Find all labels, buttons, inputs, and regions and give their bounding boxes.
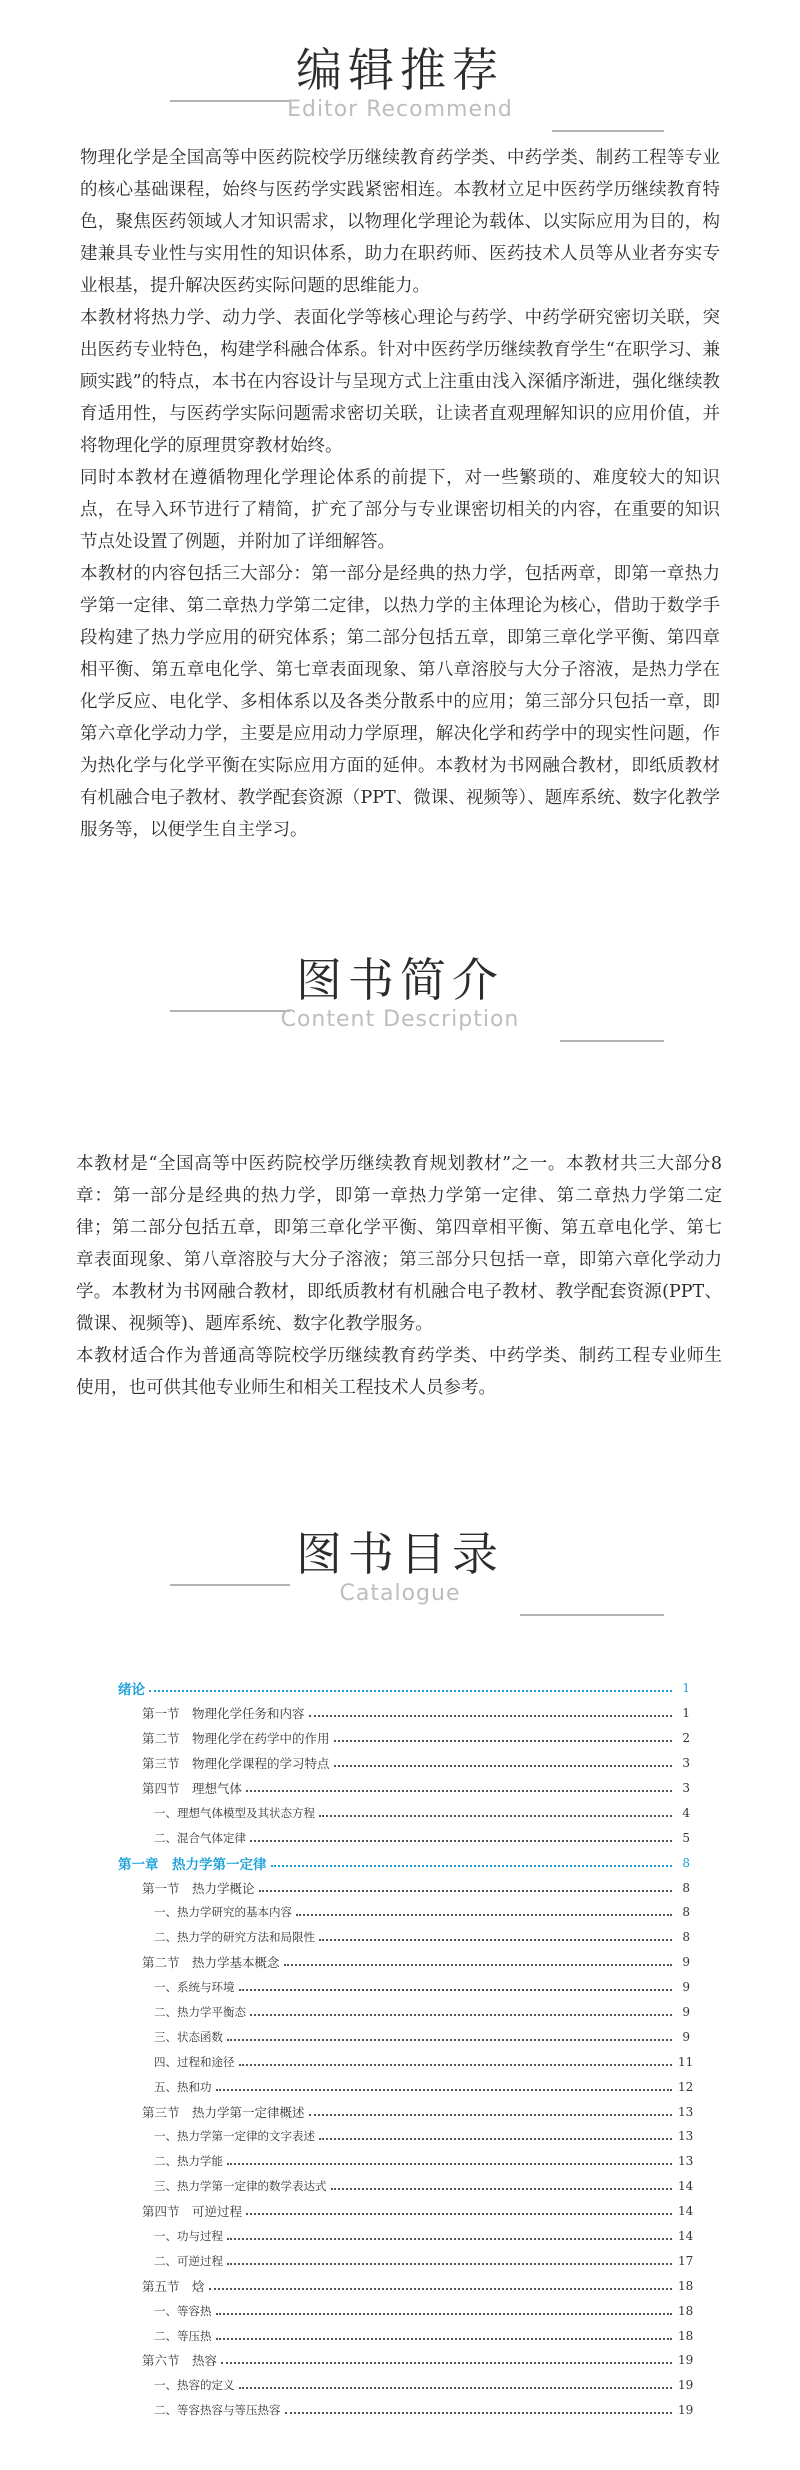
toc-page-number: 8 — [682, 1880, 690, 1895]
toc-leader-dots — [227, 2238, 672, 2240]
toc-leader-dots — [334, 1765, 672, 1767]
editor-subtitle: Editor Recommend — [287, 97, 513, 122]
toc-section-row — [118, 1950, 690, 1975]
toc-leader-dots — [285, 2412, 673, 2414]
toc-item-row — [118, 2174, 694, 2199]
toc-item-row — [118, 2373, 694, 2398]
toc-page-number: 19 — [678, 2353, 694, 2368]
toc-item-row — [118, 1800, 690, 1825]
toc-page-number: 19 — [678, 2403, 694, 2418]
toc-chapter-row — [118, 1850, 690, 1875]
toc-page-number: 1 — [682, 1706, 690, 1721]
toc-entry-title: 二、可逆过程 — [154, 2253, 227, 2269]
toc-entry-title: 二、混合气体定律 — [154, 1830, 250, 1846]
toc-leader-dots — [239, 1989, 673, 1991]
toc-entry-title: 二、等压热 — [154, 2328, 216, 2344]
toc-page-number: 19 — [678, 2378, 694, 2393]
toc-item-row — [118, 2398, 694, 2423]
toc-page-number: 18 — [678, 2328, 694, 2343]
intro-subtitle: Content Description — [280, 1007, 520, 1032]
toc-item-row — [118, 2074, 694, 2099]
toc-page-number: 14 — [678, 2179, 694, 2194]
toc-entry-title: 三、状态函数 — [154, 2029, 227, 2045]
toc-entry-title: 二、热力学能 — [154, 2153, 227, 2169]
toc-chapter-row — [118, 1676, 690, 1701]
toc-leader-dots — [319, 1815, 672, 1817]
toc-page-number: 8 — [682, 1930, 690, 1945]
toc-entry-title: 四、过程和途径 — [154, 2054, 239, 2070]
toc-entry-title: 五、热和功 — [154, 2079, 216, 2095]
toc-entry-title: 二、热力学的研究方法和局限性 — [154, 1929, 319, 1945]
toc-leader-dots — [296, 1914, 672, 1916]
toc-entry-title: 第二节 物理化学在药学中的作用 — [142, 1729, 334, 1747]
toc-leader-dots — [216, 2338, 673, 2340]
toc-leader-dots — [309, 1715, 672, 1717]
toc-leader-dots — [239, 2387, 673, 2389]
catalogue-title: 图书目录 — [296, 1527, 504, 1581]
toc-entry-title: 第五节 焓 — [142, 2277, 209, 2295]
toc-entry-title: 一、理想气体模型及其状态方程 — [154, 1805, 319, 1821]
toc-page-number: 4 — [682, 1805, 690, 1820]
catalogue-subtitle: Catalogue — [339, 1581, 461, 1606]
toc-section-row — [118, 1776, 690, 1801]
toc-page-number: 12 — [678, 2079, 694, 2094]
header-rule-right — [552, 130, 664, 132]
editor-header — [0, 42, 800, 152]
toc-entry-title: 第一章 热力学第一定律 — [118, 1853, 271, 1873]
toc-item-row — [118, 2149, 694, 2174]
toc-page-number: 14 — [678, 2204, 694, 2219]
toc-leader-dots — [216, 2089, 673, 2091]
toc-section-row — [118, 2348, 694, 2373]
toc-section-row — [118, 2273, 694, 2298]
toc-section-row — [118, 1726, 690, 1751]
toc-page-number: 14 — [678, 2229, 694, 2244]
toc-page-number: 1 — [682, 1681, 690, 1696]
toc-entry-title: 一、等容热 — [154, 2303, 216, 2319]
editor-paragraph: 物理化学是全国高等中医药院校学历继续教育药学类、中药学类、制药工程等专业的核心基础课程，始终与医药学实践紧密相连。本教材立足中医药学历继续教育特色，聚焦医药领域人才知识需求，以物理化学理论为载体、以实际应用为目的，构建兼具专业性与实用性的知识体系，助力在职药师、医药技术人员等从业者夯实专业根基，提升解决医药实际问题的思维能力。 — [80, 148, 720, 296]
toc-section-row — [118, 1751, 690, 1776]
toc-leader-dots — [271, 1865, 673, 1867]
toc-page-number: 8 — [682, 1905, 690, 1920]
toc-page-number: 17 — [678, 2253, 694, 2268]
toc-item-row — [118, 2248, 694, 2273]
intro-paragraph: 本教材适合作为普通高等院校学历继续教育药学类、中药学类、制药工程专业师生使用，也可供其他专业师生和相关工程技术人员参考。 — [76, 1346, 722, 1398]
toc-page-number: 13 — [678, 2154, 694, 2169]
intro-body — [76, 1148, 722, 1404]
toc-page-number: 5 — [682, 1830, 690, 1845]
toc-leader-dots — [221, 2362, 672, 2364]
toc-item-row — [118, 2000, 690, 2025]
toc-entry-title: 一、热力学研究的基本内容 — [154, 1904, 296, 1920]
toc-leader-dots — [284, 1964, 672, 1966]
toc-item-row — [118, 1925, 690, 1950]
editor-paragraph: 本教材的内容包括三大部分：第一部分是经典的热力学，包括两章，即第一章热力学第一定律、第二章热力学第二定律，以热力学的主体理论为核心，借助于数学手段构建了热力学应用的研究体系；第二部分包括五章，即第三章化学平衡、第四章相平衡、第五章电化学、第七章表面现象、第八章溶胶与大分子溶液，是热力学在化学反应、电化学、多相体系以及各类分散系中的应用；第三部分只包括一章，即第六章化学动力学，主要是应用动力学原理，解决化学和药学中的现实性问题，作为热化学与化学平衡在实际应用方面的延伸。本教材为书网融合教材，即纸质教材有机融合电子教材、教学配套资源（PPT、微课、视频等）、题库系统、数字化教学服务等，以便学生自主学习。 — [80, 564, 720, 840]
toc-page-number: 9 — [682, 2029, 690, 2044]
toc-page-number: 9 — [682, 1955, 690, 1970]
toc-leader-dots — [239, 2064, 673, 2066]
intro-header — [0, 952, 800, 1062]
toc-page-number: 11 — [678, 2054, 694, 2069]
toc-item-row — [118, 1975, 690, 2000]
toc-entry-title: 第四节 理想气体 — [142, 1779, 246, 1797]
toc-entry-title: 二、等容热容与等压热容 — [154, 2402, 285, 2418]
toc-leader-dots — [149, 1690, 672, 1692]
toc-page-number: 13 — [678, 2104, 694, 2119]
toc-leader-dots — [216, 2313, 673, 2315]
toc-item-row — [118, 1900, 690, 1925]
toc-leader-dots — [334, 1740, 672, 1742]
table-of-contents — [118, 1676, 694, 2423]
toc-leader-dots — [250, 1840, 672, 1842]
toc-entry-title: 一、热力学第一定律的文字表述 — [154, 2128, 319, 2144]
toc-page-number: 13 — [678, 2129, 694, 2144]
toc-leader-dots — [259, 1890, 672, 1892]
toc-section-row — [118, 1875, 690, 1900]
toc-page-number: 3 — [682, 1781, 690, 1795]
toc-leader-dots — [246, 2213, 672, 2215]
toc-page-number: 3 — [682, 1756, 690, 1771]
toc-leader-dots — [319, 1939, 672, 1941]
header-rule-right — [520, 1614, 664, 1616]
toc-entry-title: 第三节 物理化学课程的学习特点 — [142, 1754, 334, 1772]
toc-leader-dots — [227, 2163, 672, 2165]
toc-item-row — [118, 2024, 690, 2049]
toc-leader-dots — [250, 2014, 672, 2016]
intro-paragraph: 本教材是“全国高等中医药院校学历继续教育规划教材”之一。本教材共三大部分8章：第一部分是经典的热力学，即第一章热力学第一定律、第二章热力学第二定律；第二部分包括五章，即第三章化学平衡、第四章相平衡、第五章电化学、第七章表面现象、第八章溶胶与大分子溶液；第三部分只包括一章，即第六章化学动力学。本教材为书网融合教材，即纸质教材有机融合电子教材、教学配套资源(PPT、微课、视频等)、题库系统、数字化教学服务。 — [76, 1154, 722, 1334]
toc-entry-title: 第二节 热力学基本概念 — [142, 1953, 284, 1971]
toc-section-row — [118, 2199, 694, 2224]
toc-section-row — [118, 2099, 694, 2124]
toc-item-row — [118, 2323, 694, 2348]
toc-entry-title: 一、功与过程 — [154, 2228, 227, 2244]
toc-item-row — [118, 2298, 694, 2323]
toc-section-row — [118, 1701, 690, 1726]
toc-item-row — [118, 2224, 694, 2249]
toc-entry-title: 第一节 物理化学任务和内容 — [142, 1704, 309, 1722]
editor-body — [80, 142, 720, 846]
toc-leader-dots — [227, 2263, 672, 2265]
toc-entry-title: 一、系统与环境 — [154, 1979, 239, 1995]
toc-entry-title: 第一节 热力学概论 — [142, 1879, 259, 1897]
toc-page-number: 8 — [682, 1855, 690, 1870]
toc-entry-title: 三、热力学第一定律的数学表达式 — [154, 2178, 331, 2194]
toc-leader-dots — [227, 2039, 672, 2041]
toc-item-row — [118, 1825, 690, 1850]
toc-item-row — [118, 2049, 694, 2074]
toc-leader-dots — [246, 1790, 672, 1792]
toc-entry-title: 绪论 — [118, 1678, 149, 1698]
toc-entry-title: 第四节 可逆过程 — [142, 2202, 246, 2220]
toc-entry-title: 一、热容的定义 — [154, 2377, 239, 2393]
editor-title: 编辑推荐 — [296, 43, 504, 97]
toc-entry-title: 二、热力学平衡态 — [154, 2004, 250, 2020]
toc-leader-dots — [209, 2288, 672, 2290]
toc-entry-title: 第六节 热容 — [142, 2351, 221, 2369]
toc-page-number: 9 — [682, 2005, 690, 2020]
toc-leader-dots — [331, 2188, 673, 2190]
toc-leader-dots — [319, 2138, 672, 2140]
toc-page-number: 9 — [682, 1980, 690, 1995]
toc-item-row — [118, 2124, 694, 2149]
toc-entry-title: 第三节 热力学第一定律概述 — [142, 2103, 309, 2121]
toc-page-number: 18 — [678, 2278, 694, 2293]
editor-paragraph: 同时本教材在遵循物理化学理论体系的前提下，对一些繁琐的、难度较大的知识点，在导入环节进行了精简，扩充了部分与专业课密切相关的内容，在重要的知识节点处设置了例题，并附加了详细解答。 — [80, 468, 720, 552]
toc-page-number: 2 — [682, 1731, 690, 1746]
intro-title: 图书简介 — [296, 953, 504, 1007]
toc-leader-dots — [309, 2114, 672, 2116]
catalogue-header — [0, 1526, 800, 1636]
header-rule-right — [560, 1040, 664, 1042]
toc-page-number: 18 — [678, 2303, 694, 2318]
editor-paragraph: 本教材将热力学、动力学、表面化学等核心理论与药学、中药学研究密切关联，突出医药专业特色，构建学科融合体系。针对中医药学历继续教育学生“在职学习、兼顾实践”的特点，本书在内容设计与呈现方式上注重由浅入深循序渐进，强化继续教育适用性，与医药学实际问题需求密切关联，让读者直观理解知识的应用价值，并将物理化学的原理贯穿教材始终。 — [80, 308, 720, 456]
